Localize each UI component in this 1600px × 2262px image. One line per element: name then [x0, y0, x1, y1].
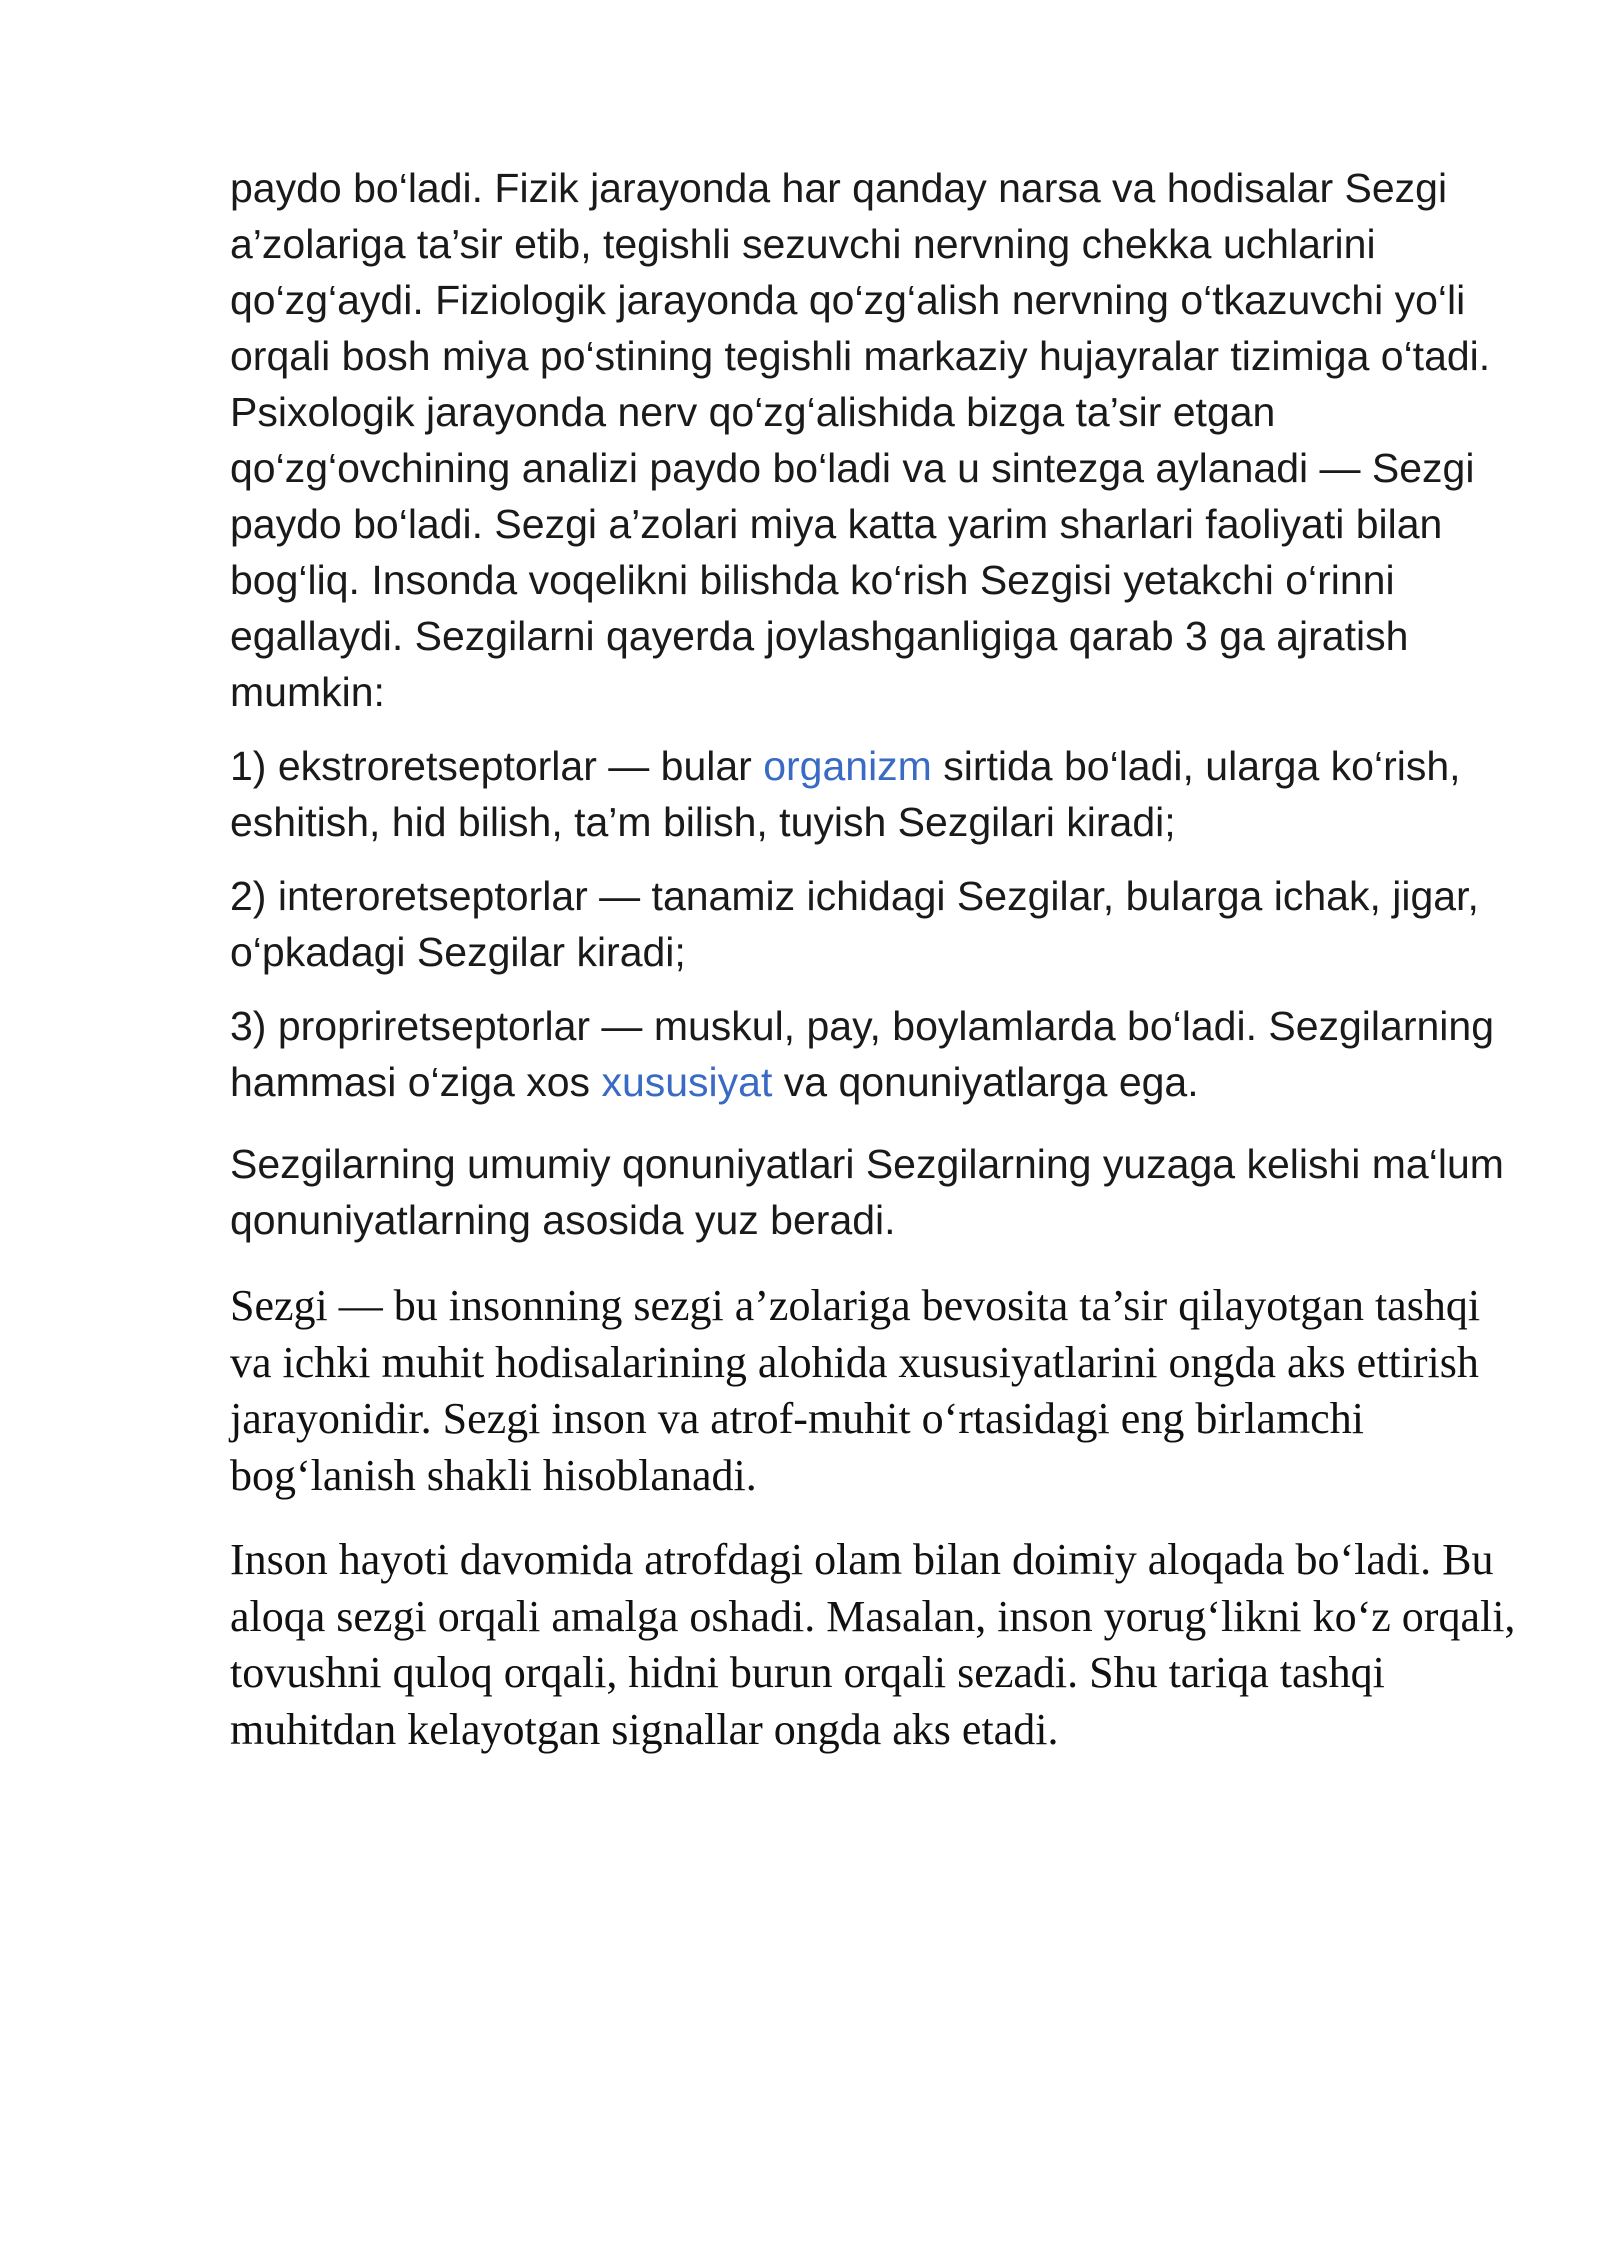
laws-paragraph: Sezgilarning umumiy qonuniyatlari Sezgilarning yuzaga kelishi ma‘lum qonuniyatlarning asosida yuz beradi.: [230, 1141, 1504, 1243]
list-item-text: 1) ekstroretseptorlar — bular: [230, 743, 764, 789]
document-body: [230, 160, 1520, 1786]
list-item-text: 3) propriretseptorlar — muskul, pay, boylamlarda bo‘ladi. Sezgilarning hammasi o‘ziga xos: [230, 1003, 1494, 1105]
xususiyat-link[interactable]: xususiyat: [601, 1059, 773, 1105]
example-paragraph: Inson hayoti davomida atrofdagi olam bilan doimiy aloqada bo‘ladi. Bu aloqa sezgi orqali amalga oshadi. Masalan, inson yorug‘likni ko‘z orqali, tovushni quloq orqali, hidni burun orqali sezadi. Shu tariqa tashqi muhitdan kelayotgan signallar ongda aks etadi.: [230, 1535, 1516, 1754]
list-item-propriretseptorlar: [230, 998, 1520, 1110]
list-item-ekstroretseptorlar: [230, 738, 1520, 850]
list-item-text: sirtida bo‘ladi, ularga ko‘rish, eshitish, hid bilish, ta’m bilish, tuyish Sezgilari kiradi;: [230, 743, 1461, 845]
definition-paragraph: Sezgi — bu insonning sezgi a’zolariga bevosita ta’sir qilayotgan tashqi va ichki muhit hodisalarining alohida xususiyatlarini ongda aks ettirish jarayonidir. Sezgi inson va atrof-muhit o‘rtasidagi eng birlamchi bog‘lanish shakli hisoblanadi.: [230, 1281, 1481, 1500]
intro-paragraph: paydo bo‘ladi. Fizik jarayonda har qanday narsa va hodisalar Sezgi a’zolariga ta’sir etib, tegishli sezuvchi nervning chekka uchlarini qo‘zg‘aydi. Fiziologik jarayonda qo‘zg‘alish nervning o‘tkazuvchi yo‘li orqali bosh miya po‘stining tegishli markaziy hujayralar tizimiga o‘tadi. Psixologik jarayonda nerv qo‘zg‘alishida bizga ta’sir etgan qo‘zg‘ovchining analizi paydo bo‘ladi va u sintezga aylanadi — Sezgi paydo bo‘ladi. Sezgi a’zolari miya katta yarim sharlari faoliyati bilan bog‘liq. Insonda voqelikni bilishda ko‘rish Sezgisi yetakchi o‘rinni egallaydi. Sezgilarni qayerda joylashganligiga qarab 3 ga ajratish mumkin:: [230, 165, 1491, 715]
list-item-interoretseptorlar: 2) interoretseptorlar — tanamiz ichidagi Sezgilar, bularga ichak, jigar, o‘pkadagi Sezgilar kiradi;: [230, 873, 1479, 975]
organizm-link[interactable]: organizm: [763, 743, 932, 789]
list-item-text: va qonuniyatlarga ega.: [772, 1059, 1199, 1105]
